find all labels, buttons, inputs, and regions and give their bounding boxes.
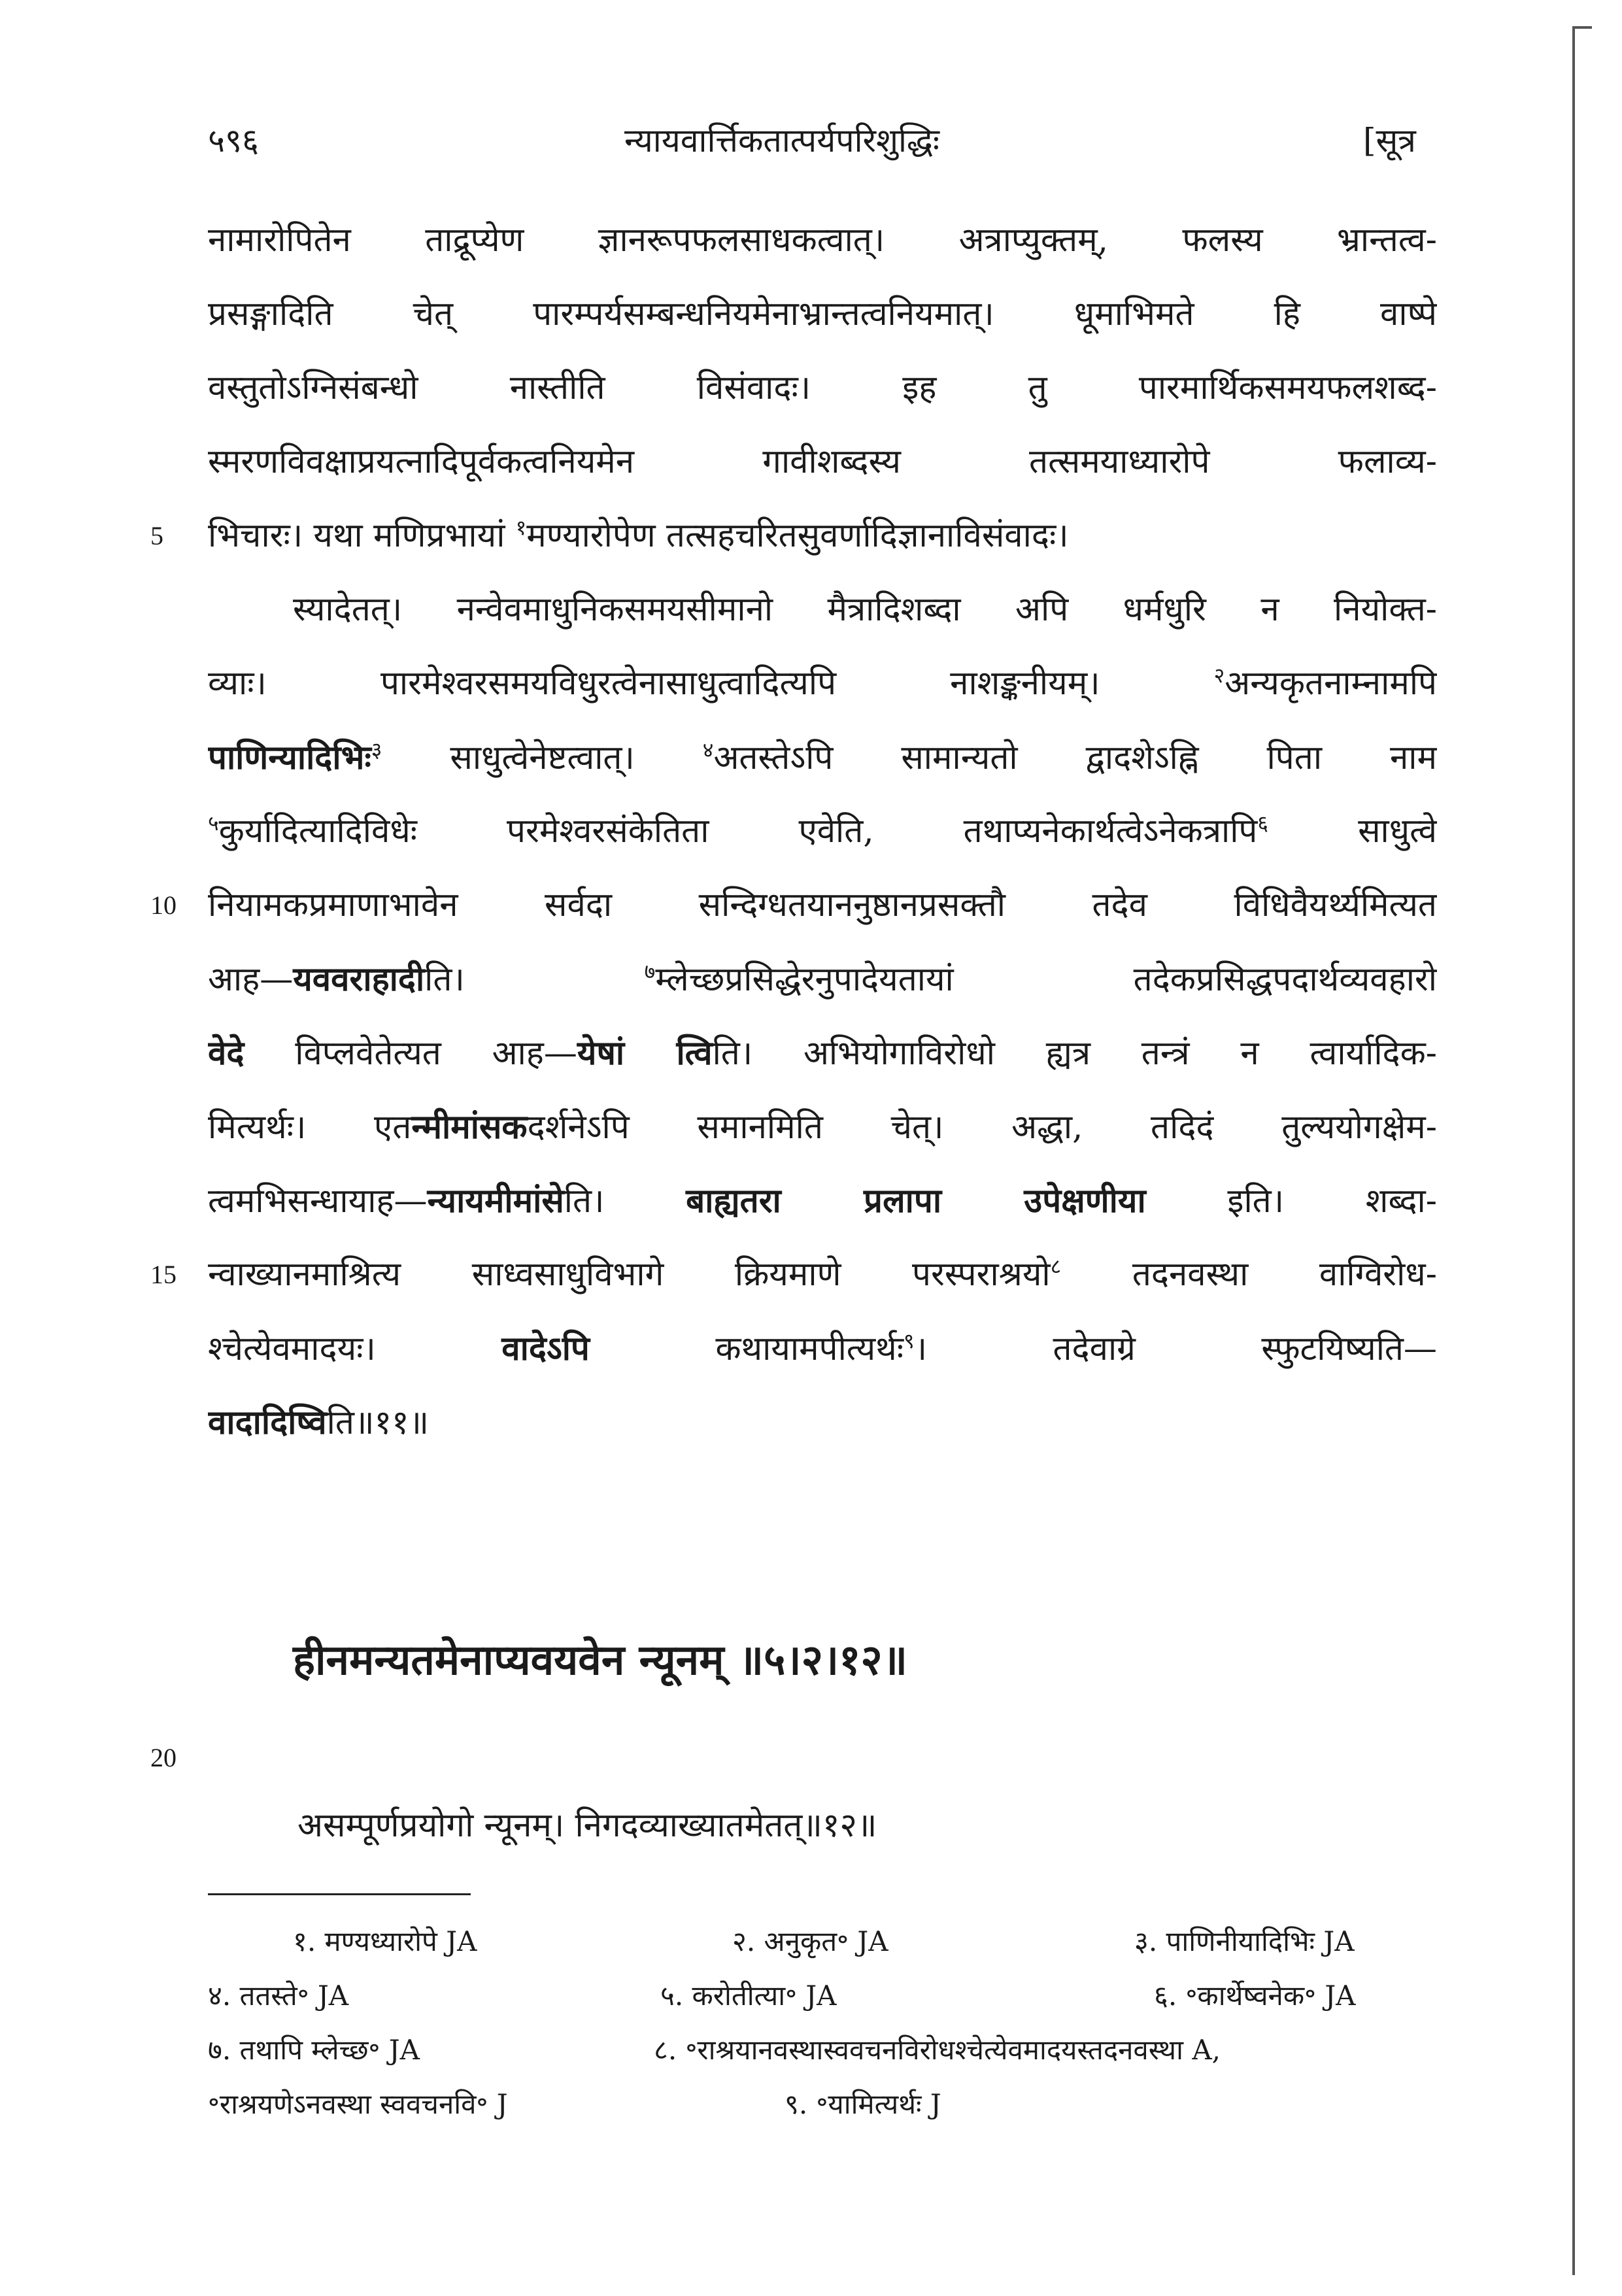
text-line-11: आह—यववराहादीति। $^७$म्लेच्छप्रसिद्धेरनुपादेयतायां तदेकप्रसिद्धपदार्थव्यवहारो — [208, 959, 1437, 999]
page-number: ५९६ — [208, 122, 259, 160]
footnote-2: २. अनुकृत॰ JA — [732, 1925, 888, 1957]
footnote-4: ४. ततस्ते॰ JA — [208, 1980, 349, 2012]
text-line-10: नियामकप्रमाणाभावेन सर्वदा सन्दिग्धतयाननुष्ठानप्रसक्तौ तदेव विधिवैयर्थ्यमित्यत — [208, 886, 1437, 924]
text-line-13: मित्यर्थः। एतन्मीमांसकदर्शनेऽपि समानमिति चेत्। अद्धा, तदिदं तुल्ययोगक्षेम- — [208, 1107, 1437, 1147]
line-number-5: 5 — [150, 521, 163, 550]
text-line-7: व्याः। पारमेश्वरसमयविधुरत्वेनासाधुत्वादित्यपि नाशङ्कनीयम्। $^२$अन्यकृतनाम्नामपि — [208, 663, 1437, 703]
text-line-12: वेदे विप्लवेतेत्यत आह—येषां त्विति। अभियोगाविरोधो ह्यत्र तन्त्रं न त्वार्यादिक- — [208, 1034, 1437, 1073]
footnote-7: ७. तथापि म्लेच्छ॰ JA — [208, 2034, 420, 2066]
footnote-ref: ७ — [644, 959, 656, 984]
footnote-1: १. मण्यध्यारोपे JA — [293, 1925, 477, 1957]
running-title: न्यायवार्त्तिकतात्पर्यपरिशुद्धिः — [624, 122, 939, 160]
footnote-ref: ५ — [208, 811, 219, 836]
footnote-3: ३. पाणिनीयादिभिः JA — [1134, 1925, 1355, 1957]
text-line-14: त्वमभिसन्धायाह—न्यायमीमांसेति। बाह्यतरा प्रलापा उपेक्षणीया इति। शब्दा- — [208, 1181, 1437, 1221]
footnote-ref: २ — [1213, 663, 1225, 688]
text-line-4: स्मरणविवक्षाप्रयत्नादिपूर्वकत्वनियमेन गावीशब्दस्य तत्समयाध्यारोपे फलाव्य- — [208, 443, 1437, 481]
text-line-17: वादादिष्विति॥११॥ — [208, 1403, 430, 1442]
text-line-8: पाणिन्यादिभिः$^३$ साधुत्वेनेष्टत्वात्। $^४$अतस्तेऽपि सामान्यतो द्वादशेऽह्नि पिता नाम — [208, 737, 1437, 777]
footnote-ref: ४ — [702, 737, 714, 762]
line-number-15: 15 — [150, 1260, 177, 1289]
footnote-ref: ६ — [1257, 811, 1269, 836]
text-line-1: नामारोपितेन ताद्रूप्येण ज्ञानरूपफलसाधकत्वात्। अत्राप्युक्तम्, फलस्य भ्रान्तत्व- — [208, 221, 1437, 260]
margin-edge-tick — [1572, 26, 1592, 29]
line-number-20: 20 — [150, 1743, 177, 1772]
sutra-heading: हीनमन्यतमेनाप्यवयवेन न्यूनम् ॥५।२।१२॥ — [293, 1636, 908, 1685]
footnote-ref: ३ — [371, 737, 382, 762]
text-line-2: प्रसङ्गादिति चेत् पारम्पर्यसम्बन्धनियमेनाभ्रान्तत्वनियमात्। धूमाभिमते हि वाष्पे — [208, 295, 1437, 333]
footnote-9: ९. ॰यामित्यर्थः J — [785, 2088, 941, 2120]
footnote-ref: ९ — [904, 1328, 915, 1353]
text-line-5: भिचारः। यथा मणिप्रभायां $^१$मण्यारोपेण तत्सहचरितसुवर्णादिज्ञानाविसंवादः। — [208, 515, 1069, 555]
commentary-line: असम्पूर्णप्रयोगो न्यूनम्। निगदव्याख्यातमेतत्॥१२॥ — [297, 1806, 877, 1845]
text-line-6: स्यादेतत्। नन्वेवमाधुनिकसमयसीमानो मैत्रादिशब्दा अपि धर्मधुरि न नियोक्त- — [293, 590, 1437, 629]
section-label: [सूत्र — [1363, 122, 1416, 160]
text-line-16: श्चेत्येवमादयः। वादेऽपि कथायामपीत्यर्थः$^९$। तदेवाग्रे स्फुटयिष्यति— — [208, 1328, 1437, 1368]
footnote-8-continued: ॰राश्रयणेऽनवस्था स्ववचनवि॰ J — [208, 2088, 508, 2120]
margin-edge-line — [1572, 26, 1575, 2275]
footnote-ref: १ — [515, 515, 527, 540]
footnote-8: ८. ॰राश्रयानवस्थास्ववचनविरोधश्चेत्येवमादयस्तदनवस्था A, — [654, 2034, 1221, 2066]
line-number-10: 10 — [150, 890, 177, 920]
text-line-9: $^५$कुर्यादित्यादिविधेः परमेश्वरसंकेतिता एवेति, तथाप्यनेकार्थत्वेऽनेकत्रापि$^६$ साधुत्वे — [208, 811, 1437, 851]
footnote-6: ६. ॰कार्थेष्वनेक॰ JA — [1154, 1980, 1356, 2012]
footnote-ref: ८ — [1050, 1254, 1062, 1279]
footnote-rule — [208, 1893, 471, 1895]
text-line-15: न्वाख्यानमाश्रित्य साध्वसाधुविभागे क्रियमाणे परस्पराश्रयो$^८$ तदनवस्था वाग्विरोध- — [208, 1254, 1437, 1294]
text-line-3: वस्तुतोऽग्निसंबन्धो नास्तीति विसंवादः। इह तु पारमार्थिकसमयफलशब्द- — [208, 369, 1437, 407]
footnote-5: ५. करोतीत्या॰ JA — [660, 1980, 837, 2012]
